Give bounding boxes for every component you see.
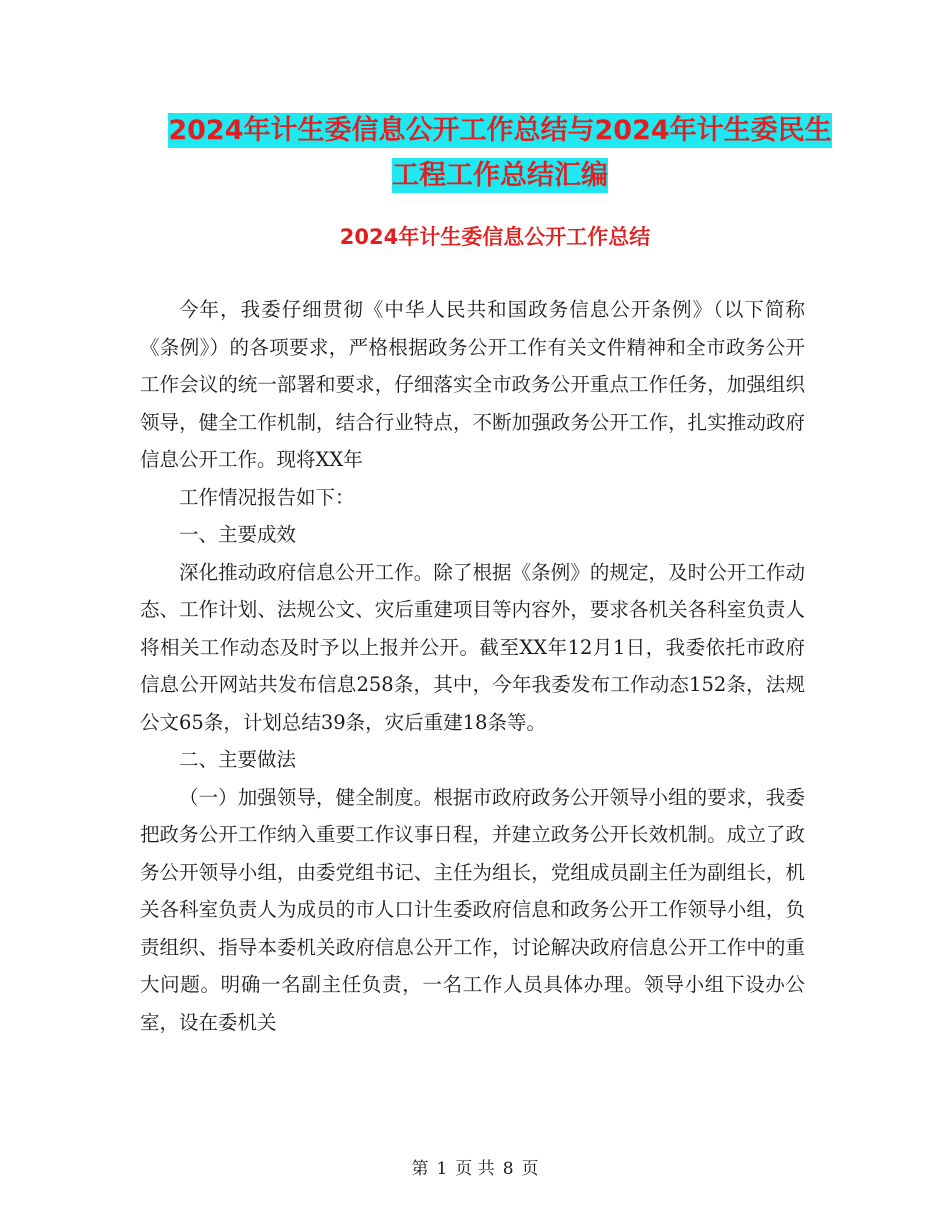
- page-footer: [0, 1154, 950, 1179]
- paragraph: 今年，我委仔细贯彻《中华人民共和国政务信息公开条例》（以下简称《条例》）的各项要求，严格根据政务公开工作有关文件精神和全市政务公开工作会议的统一部署和要求，仔细落实全市政务公开重点工作任务，加强组织领导，健全工作机制，结合行业特点，不断加强政务公开工作，扎实推动政府信息公开工作。现将XX年: [140, 298, 805, 471]
- page-label-suffix: 页: [521, 1159, 539, 1179]
- section-title: 2024年计生委信息公开工作总结: [339, 225, 651, 249]
- paragraph: 一、主要成效: [179, 523, 297, 546]
- document-body: [140, 291, 805, 1041]
- paragraph: （一）加强领导，健全制度。根据市政府政务公开领导小组的要求，我委把政务公开工作纳入重要工作议事日程，并建立政务公开长效机制。成立了政务公开领导小组，由委党组书记、主任为组长，党组成员副主任为副组长，机关各科室负责人为成员的市人口计生委政府信息和政务公开工作领导小组，负责组织、指导本委机关政府信息公开工作，讨论解决政府信息公开工作中的重大问题。明确一名副主任负责，一名工作人员具体办理。领导小组下设办公室，设在委机关: [140, 785, 805, 1034]
- page-label-prefix: 第: [411, 1159, 429, 1179]
- document-title: [140, 108, 860, 198]
- document-title-line1: 2024年计生委信息公开工作总结与2024年计生委民生: [168, 115, 832, 146]
- page-label-mid: 页 共: [455, 1159, 495, 1179]
- total-pages: 8: [502, 1159, 514, 1179]
- paragraph: 工作情况报告如下：: [179, 485, 355, 509]
- paragraph: 二、主要做法: [179, 748, 297, 771]
- document-title-line2: 工程工作总结汇编: [392, 160, 608, 191]
- paragraph: 深化推动政府信息公开工作。除了根据《条例》的规定，及时公开工作动态、工作计划、法规公文、灾后重建项目等内容外，要求各机关各科室负责人将相关工作动态及时予以上报并公开。截至XX年12月1日，我委依托市政府信息公开网站共发布信息258条，其中，今年我委发布工作动态152条，法规公文65条，计划总结39条，灾后重建18条等。: [140, 560, 805, 734]
- page-number: 1: [436, 1159, 448, 1179]
